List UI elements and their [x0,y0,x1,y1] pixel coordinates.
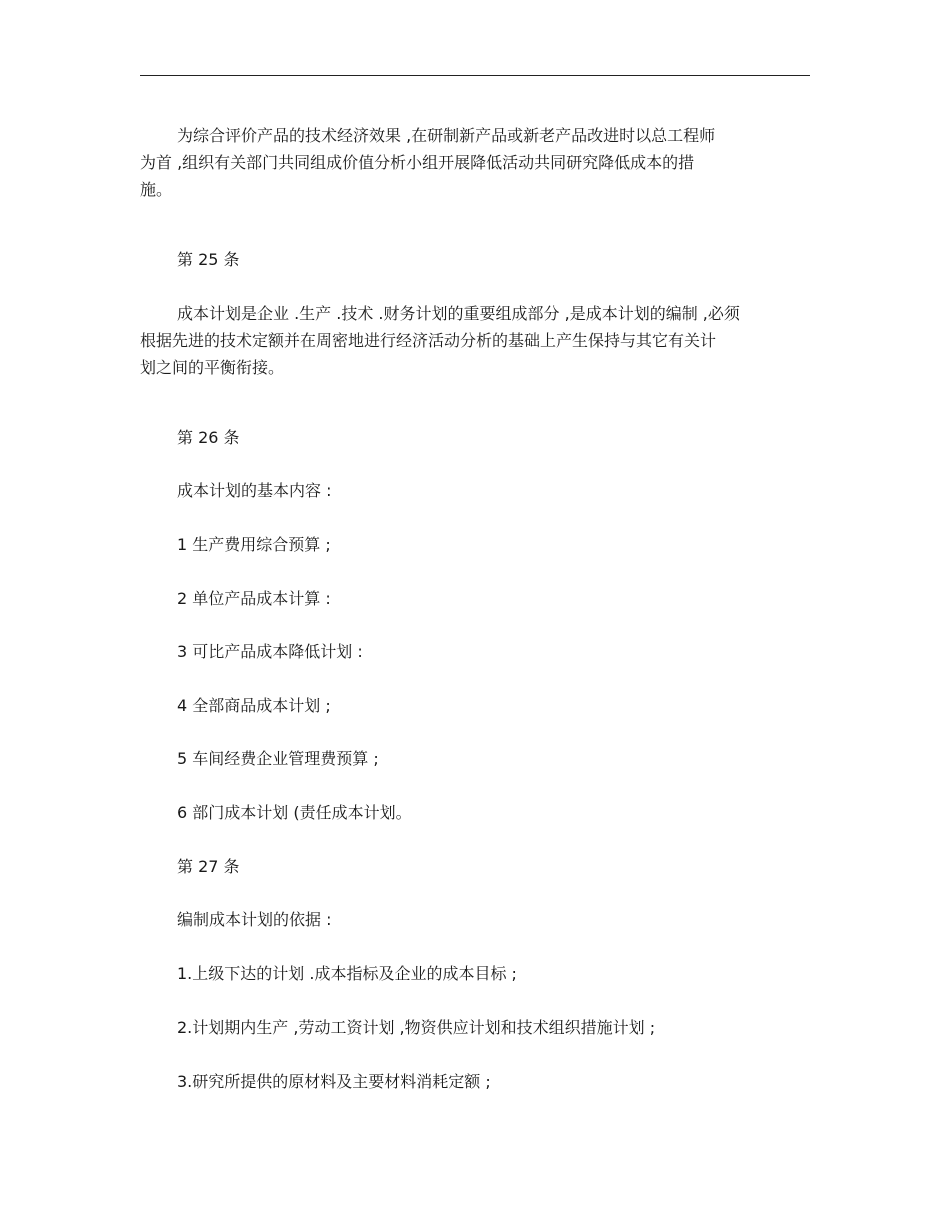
paragraph-value-analysis [140,122,810,203]
content-item: 5 车间经费企业管理费预算 ; [177,749,379,768]
basis-item: 3.研究所提供的原材料及主要材料消耗定额 ; [177,1072,491,1091]
paragraph-line: 为首 ,组织有关部门共同组成价值分析小组开展降低活动共同研究降低成本的措 [140,153,695,172]
content-item: 3 可比产品成本降低计划 : [177,642,363,661]
content-item: 1 生产费用综合预算 ; [177,535,331,554]
paragraph-line: 为综合评价产品的技术经济效果 ,在研制新产品或新老产品改进时以总工程师 [177,126,716,145]
paragraph-line: 施。 [140,180,173,199]
content-intro: 成本计划的基本内容 : [177,481,332,500]
content-item: 6 部门成本计划 (责任成本计划。 [177,803,412,822]
article-27-heading: 第 27 条 [177,857,240,876]
paragraph-cost-plan [140,300,810,381]
paragraph-line: 划之间的平衡衔接。 [140,358,285,377]
paragraph-line: 成本计划是企业 .生产 .技术 .财务计划的重要组成部分 ,是成本计划的编制 ,必须 [177,304,740,323]
article-25-heading: 第 25 条 [177,250,240,269]
basis-item: 1.上级下达的计划 .成本指标及企业的成本目标 ; [177,964,517,983]
content-item: 4 全部商品成本计划 ; [177,696,331,715]
header-rule [140,75,810,76]
content-item: 2 单位产品成本计算 : [177,589,331,608]
article-26-heading: 第 26 条 [177,428,240,447]
basis-item: 2.计划期内生产 ,劳动工资计划 ,物资供应计划和技术组织措施计划 ; [177,1018,656,1037]
basis-intro: 编制成本计划的依据 : [177,910,332,929]
paragraph-line: 根据先进的技术定额并在周密地进行经济活动分析的基础上产生保持与其它有关计 [140,331,717,350]
